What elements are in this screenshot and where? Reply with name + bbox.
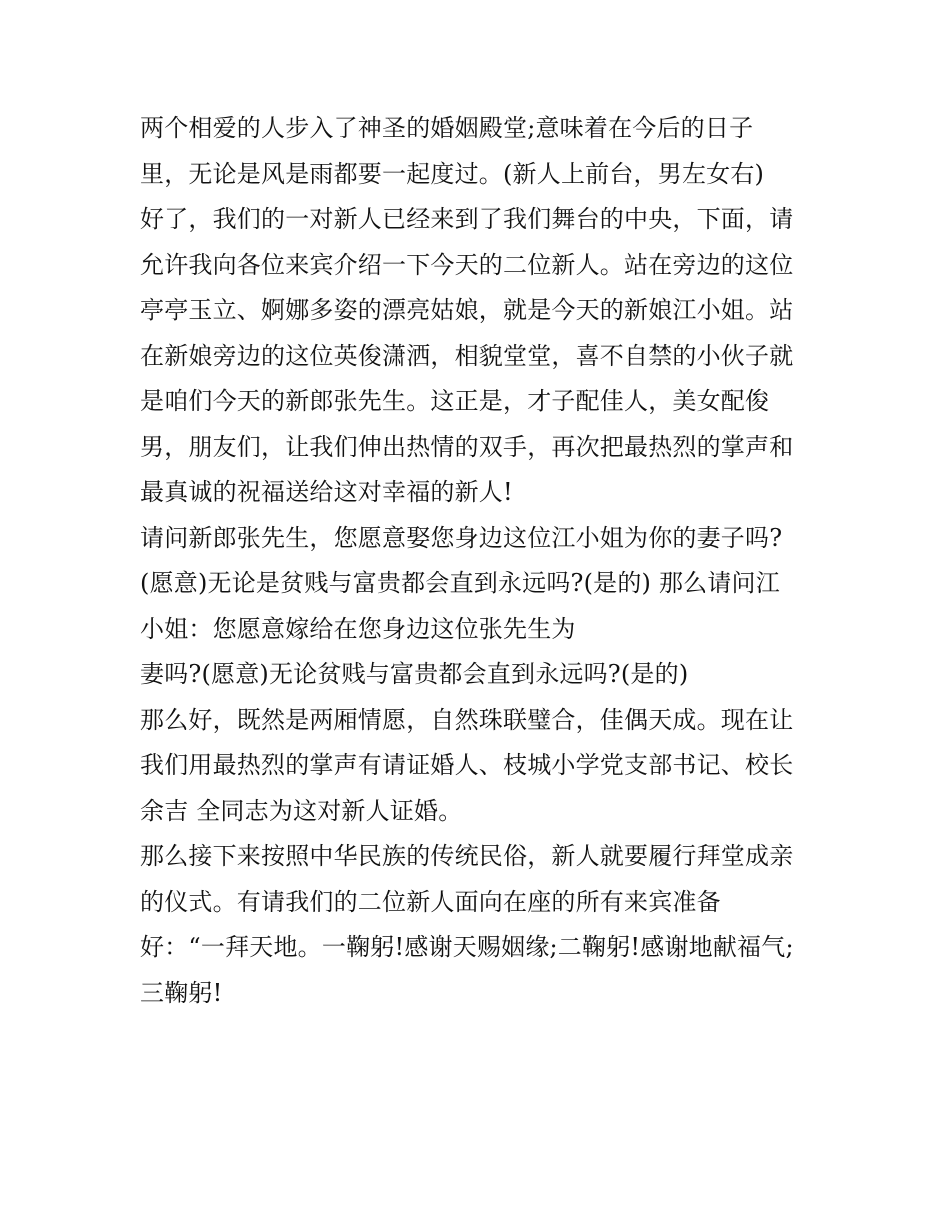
- text-line: 好：“一拜天地。一鞠躬!感谢天赐姻缘;二鞠躬!感谢地献福气;: [140, 933, 794, 961]
- text-line: 允许我向各位来宾介绍一下今天的二位新人。站在旁边的这位: [140, 250, 794, 279]
- text-line: 两个相爱的人步入了神圣的婚姻殿堂;意味着在今后的日子: [140, 114, 754, 142]
- text-line: 那么接下来按照中华民族的传统民俗，新人就要履行拜堂成亲: [140, 842, 794, 870]
- text-line: (愿意)无论是贫贱与富贵都会直到永远吗?(是的) 那么请问江: [140, 569, 780, 597]
- text-line: 亭亭玉立、婀娜多姿的漂亮姑娘，就是今天的新娘江小姐。站: [140, 296, 794, 324]
- text-line: 那么好，既然是两厢情愿，自然珠联璧合，佳偶天成。现在让: [140, 705, 794, 734]
- text-line: 请问新郎张先生，您愿意娶您身边这位江小姐为你的妻子吗?: [140, 523, 783, 552]
- text-line: 里，无论是风是雨都要一起度过。(新人上前台，男左女右): [140, 159, 765, 188]
- text-line: 小姐：您愿意嫁给在您身边这位张先生为: [140, 614, 576, 643]
- text-line: 妻吗?(愿意)无论贫贱与富贵都会直到永远吗?(是的): [140, 660, 689, 688]
- text-line: 最真诚的祝福送给这对幸福的新人!: [140, 478, 513, 506]
- text-line: 我们用最热烈的掌声有请证婚人、枝城小学党支部书记、校长: [140, 751, 794, 779]
- document-body: [140, 106, 820, 1016]
- text-line: 男，朋友们，让我们伸出热情的双手，再次把最热烈的掌声和: [140, 432, 794, 461]
- text-line: 的仪式。有请我们的二位新人面向在座的所有来宾准备: [140, 887, 721, 916]
- text-line: 余吉 全同志为这对新人证婚。: [140, 796, 463, 825]
- text-line: 在新娘旁边的这位英俊潇洒，相貌堂堂，喜不自禁的小伙子就: [140, 341, 794, 370]
- text-line: 好了，我们的一对新人已经来到了我们舞台的中央，下面，请: [140, 205, 794, 233]
- text-line: 是咱们今天的新郎张先生。这正是，才子配佳人，美女配俊: [140, 387, 770, 415]
- text-line: 三鞠躬!: [140, 978, 223, 1007]
